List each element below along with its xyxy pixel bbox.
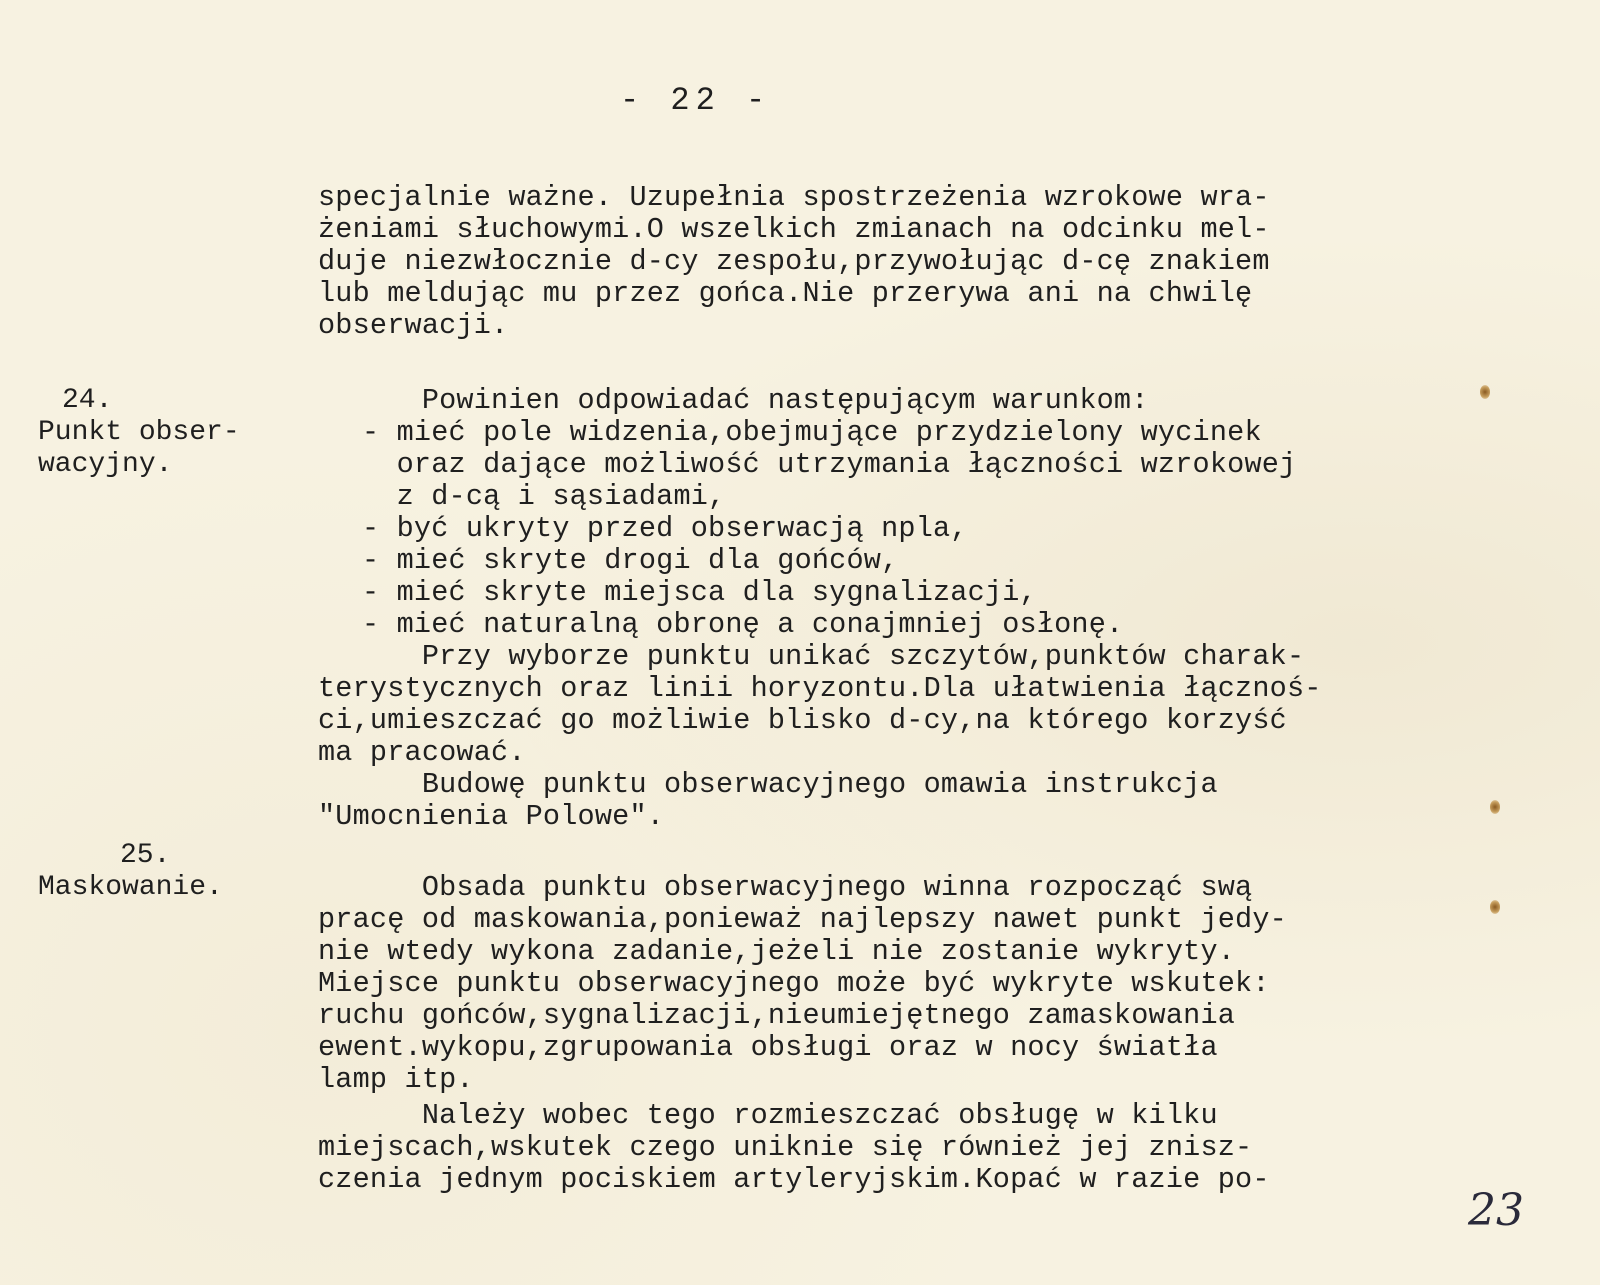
body-line: - być ukryty przed obserwacją npla, xyxy=(362,512,968,545)
body-line: żeniami słuchowymi.O wszelkich zmianach na odcinku mel- xyxy=(318,213,1270,246)
body-line: terystycznych oraz linii horyzontu.Dla ułatwienia łącznoś- xyxy=(318,672,1322,705)
body-line: lamp itp. xyxy=(318,1063,474,1096)
body-line: ruchu gońców,sygnalizacji,nieumiejętnego zamaskowania xyxy=(318,999,1236,1032)
body-line: Należy wobec tego rozmieszczać obsługę w kilku xyxy=(318,1099,1218,1132)
body-line: ewent.wykopu,zgrupowania obsługi oraz w nocy światła xyxy=(318,1031,1218,1064)
body-line: - mieć naturalną obronę a conajmniej osłonę. xyxy=(362,608,1124,641)
section-25-title: Maskowanie. xyxy=(38,872,223,903)
body-line: Powinien odpowiadać następującym warunkom: xyxy=(318,384,1149,417)
body-line: z d-cą i sąsiadami, xyxy=(362,480,726,513)
body-line: - mieć skryte miejsca dla sygnalizacji, xyxy=(362,576,1037,609)
body-line: - mieć skryte drogi dla gońców, xyxy=(362,544,899,577)
handwritten-page-number: 23 xyxy=(1468,1185,1524,1236)
body-line: ci,umieszczać go możliwie blisko d-cy,na którego korzyść xyxy=(318,704,1287,737)
body-line: miejscach,wskutek czego uniknie się również jej znisz- xyxy=(318,1131,1253,1164)
body-line: Obsada punktu obserwacyjnego winna rozpocząć swą xyxy=(318,871,1253,904)
punch-hole-mark xyxy=(1490,900,1500,914)
body-line: ma pracować. xyxy=(318,736,526,769)
body-line: - mieć pole widzenia,obejmujące przydzielony wycinek xyxy=(362,416,1262,449)
body-line: czenia jednym pociskiem artyleryjskim.Kopać w razie po- xyxy=(318,1163,1270,1196)
body-line: duje niezwłocznie d-cy zespołu,przywołując d-cę znakiem xyxy=(318,245,1270,278)
body-line: oraz dające możliwość utrzymania łączności wzrokowej xyxy=(362,448,1297,481)
body-line: "Umocnienia Polowe". xyxy=(318,800,665,833)
body-line: specjalnie ważne. Uzupełnia spostrzeżenia wzrokowe wra- xyxy=(318,181,1270,214)
body-line: Przy wyborze punktu unikać szczytów,punktów charak- xyxy=(318,640,1305,673)
body-line: obserwacji. xyxy=(318,309,509,342)
body-line: Miejsce punktu obserwacyjnego może być wykryte wskutek: xyxy=(318,967,1270,1000)
punch-hole-mark xyxy=(1480,385,1490,399)
punch-hole-mark xyxy=(1490,800,1500,814)
section-25-number: 25. xyxy=(120,840,171,871)
section-24-title-line-1: Punkt obser- xyxy=(38,417,240,448)
body-line: lub meldując mu przez gońca.Nie przerywa ani na chwilę xyxy=(318,277,1253,310)
section-24-number: 24. xyxy=(62,385,113,416)
body-line: Budowę punktu obserwacyjnego omawia instrukcja xyxy=(318,768,1218,801)
body-line: pracę od maskowania,ponieważ najlepszy nawet punkt jedy- xyxy=(318,903,1287,936)
page-number: - 22 - xyxy=(620,82,772,119)
section-24-title-line-2: wacyjny. xyxy=(38,449,173,480)
body-line: nie wtedy wykona zadanie,jeżeli nie zostanie wykryty. xyxy=(318,935,1236,968)
